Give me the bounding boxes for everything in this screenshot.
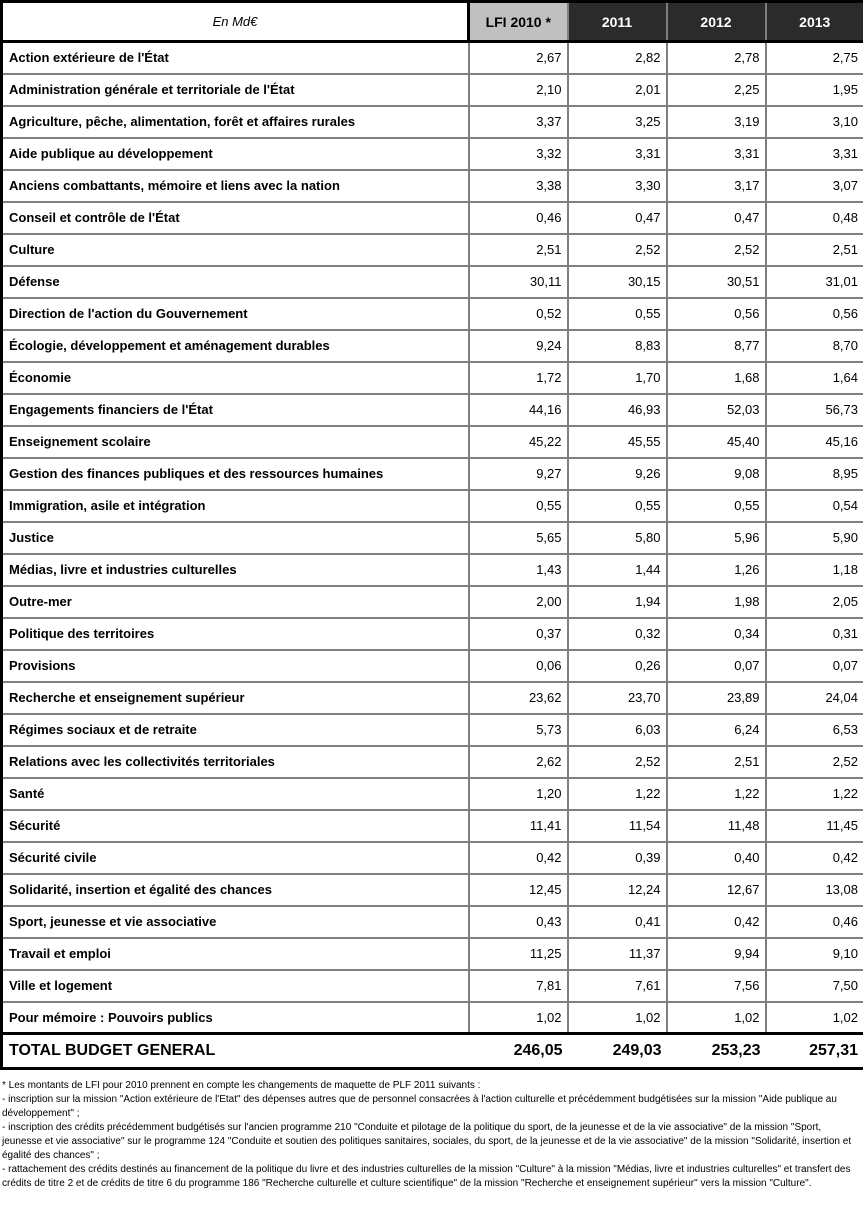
table-row bbox=[2, 970, 863, 1002]
value-cell: 3,31 bbox=[667, 138, 766, 170]
value-cell: 0,55 bbox=[568, 298, 667, 330]
mission-label: Administration générale et territoriale de l'État bbox=[2, 74, 469, 106]
value-cell: 0,46 bbox=[766, 906, 863, 938]
value-cell: 9,08 bbox=[667, 458, 766, 490]
value-cell: 0,32 bbox=[568, 618, 667, 650]
value-cell: 2,82 bbox=[568, 42, 667, 74]
value-cell: 1,43 bbox=[469, 554, 568, 586]
value-cell: 12,67 bbox=[667, 874, 766, 906]
value-cell: 8,70 bbox=[766, 330, 863, 362]
value-cell: 0,55 bbox=[568, 490, 667, 522]
value-cell: 23,70 bbox=[568, 682, 667, 714]
value-cell: 0,47 bbox=[568, 202, 667, 234]
value-cell: 2,05 bbox=[766, 586, 863, 618]
value-cell: 2,00 bbox=[469, 586, 568, 618]
value-cell: 12,24 bbox=[568, 874, 667, 906]
value-cell: 2,52 bbox=[766, 746, 863, 778]
table-row bbox=[2, 330, 863, 362]
value-cell: 7,56 bbox=[667, 970, 766, 1002]
value-cell: 24,04 bbox=[766, 682, 863, 714]
value-cell: 0,34 bbox=[667, 618, 766, 650]
value-cell: 3,10 bbox=[766, 106, 863, 138]
value-cell: 2,10 bbox=[469, 74, 568, 106]
value-cell: 0,48 bbox=[766, 202, 863, 234]
mission-label: Sport, jeunesse et vie associative bbox=[2, 906, 469, 938]
table-row bbox=[2, 618, 863, 650]
table-row bbox=[2, 426, 863, 458]
value-cell: 1,70 bbox=[568, 362, 667, 394]
mission-label: Santé bbox=[2, 778, 469, 810]
mission-label: Conseil et contrôle de l'État bbox=[2, 202, 469, 234]
value-cell: 11,41 bbox=[469, 810, 568, 842]
value-cell: 1,64 bbox=[766, 362, 863, 394]
value-cell: 11,45 bbox=[766, 810, 863, 842]
value-cell: 0,42 bbox=[766, 842, 863, 874]
table-row bbox=[2, 138, 863, 170]
value-cell: 0,46 bbox=[469, 202, 568, 234]
value-cell: 30,15 bbox=[568, 266, 667, 298]
value-cell: 0,40 bbox=[667, 842, 766, 874]
value-cell: 0,31 bbox=[766, 618, 863, 650]
mission-label: Écologie, développement et aménagement durables bbox=[2, 330, 469, 362]
value-cell: 2,51 bbox=[667, 746, 766, 778]
table-body bbox=[2, 42, 863, 1034]
table-row bbox=[2, 554, 863, 586]
value-cell: 1,68 bbox=[667, 362, 766, 394]
value-cell: 5,90 bbox=[766, 522, 863, 554]
value-cell: 0,56 bbox=[667, 298, 766, 330]
footnote-line: - inscription des crédits précédemment budgétisés sur l'ancien programme 210 "Conduite et pilotage de la politique du sport, de la jeunesse et de la vie associative" de la mission "Sport, jeunesse et vie associative" sur le programme 124 "Conduite et soutien des politiques sanitaires, sociales, du sport, de la jeunesse et de la vie associative" de la mission "Solidarité, insertion et égalité des chances" ; bbox=[2, 1122, 852, 1161]
value-cell: 9,24 bbox=[469, 330, 568, 362]
table-row bbox=[2, 458, 863, 490]
value-cell: 23,62 bbox=[469, 682, 568, 714]
value-cell: 11,25 bbox=[469, 938, 568, 970]
value-cell: 1,98 bbox=[667, 586, 766, 618]
table-row bbox=[2, 202, 863, 234]
mission-label: Provisions bbox=[2, 650, 469, 682]
value-cell: 1,20 bbox=[469, 778, 568, 810]
value-cell: 1,44 bbox=[568, 554, 667, 586]
table-header bbox=[2, 2, 863, 42]
value-cell: 2,01 bbox=[568, 74, 667, 106]
value-cell: 8,83 bbox=[568, 330, 667, 362]
value-cell: 1,02 bbox=[766, 1002, 863, 1034]
table-row bbox=[2, 778, 863, 810]
value-cell: 45,22 bbox=[469, 426, 568, 458]
mission-label: Sécurité civile bbox=[2, 842, 469, 874]
total-value-2013: 257,31 bbox=[766, 1034, 863, 1069]
value-cell: 23,89 bbox=[667, 682, 766, 714]
mission-label: Économie bbox=[2, 362, 469, 394]
table-row bbox=[2, 490, 863, 522]
value-cell: 45,55 bbox=[568, 426, 667, 458]
value-cell: 2,52 bbox=[667, 234, 766, 266]
value-cell: 2,62 bbox=[469, 746, 568, 778]
mission-label: Justice bbox=[2, 522, 469, 554]
mission-label: Engagements financiers de l'État bbox=[2, 394, 469, 426]
column-header-2012: 2012 bbox=[667, 2, 766, 42]
total-value-2012: 253,23 bbox=[667, 1034, 766, 1069]
table-row bbox=[2, 394, 863, 426]
value-cell: 12,45 bbox=[469, 874, 568, 906]
value-cell: 3,38 bbox=[469, 170, 568, 202]
value-cell: 45,40 bbox=[667, 426, 766, 458]
value-cell: 3,19 bbox=[667, 106, 766, 138]
footnote-line: - rattachement des crédits destinés au financement de la politique du livre et des industries culturelles de la mission "Culture" à la mission "Médias, livre et industries culturelles" et transfert des crédits de titre 2 et de crédits de titre 6 du programme 186 "Recherche culturelle et culture scientifique" de la mission "Recherche et enseignement supérieur" vers la mission "Culture". bbox=[2, 1164, 851, 1189]
value-cell: 2,75 bbox=[766, 42, 863, 74]
mission-label: Régimes sociaux et de retraite bbox=[2, 714, 469, 746]
footnote-line: * Les montants de LFI pour 2010 prennent en compte les changements de maquette de PLF 2011 suivants : bbox=[2, 1080, 481, 1091]
value-cell: 30,11 bbox=[469, 266, 568, 298]
mission-label: Agriculture, pêche, alimentation, forêt et affaires rurales bbox=[2, 106, 469, 138]
value-cell: 7,81 bbox=[469, 970, 568, 1002]
value-cell: 7,50 bbox=[766, 970, 863, 1002]
mission-label: Politique des territoires bbox=[2, 618, 469, 650]
mission-label: Solidarité, insertion et égalité des chances bbox=[2, 874, 469, 906]
table-row bbox=[2, 650, 863, 682]
mission-label: Relations avec les collectivités territoriales bbox=[2, 746, 469, 778]
value-cell: 2,52 bbox=[568, 234, 667, 266]
value-cell: 2,52 bbox=[568, 746, 667, 778]
value-cell: 56,73 bbox=[766, 394, 863, 426]
value-cell: 5,65 bbox=[469, 522, 568, 554]
mission-label: Recherche et enseignement supérieur bbox=[2, 682, 469, 714]
table-row bbox=[2, 1002, 863, 1034]
value-cell: 2,67 bbox=[469, 42, 568, 74]
mission-label: Défense bbox=[2, 266, 469, 298]
value-cell: 0,47 bbox=[667, 202, 766, 234]
mission-label: Médias, livre et industries culturelles bbox=[2, 554, 469, 586]
value-cell: 9,94 bbox=[667, 938, 766, 970]
value-cell: 8,95 bbox=[766, 458, 863, 490]
mission-label: Enseignement scolaire bbox=[2, 426, 469, 458]
mission-label: Immigration, asile et intégration bbox=[2, 490, 469, 522]
column-header-lfi-2010: LFI 2010 * bbox=[469, 2, 568, 42]
value-cell: 3,32 bbox=[469, 138, 568, 170]
table-row bbox=[2, 42, 863, 74]
value-cell: 1,72 bbox=[469, 362, 568, 394]
table-row bbox=[2, 234, 863, 266]
value-cell: 3,31 bbox=[766, 138, 863, 170]
value-cell: 2,78 bbox=[667, 42, 766, 74]
mission-label: Action extérieure de l'État bbox=[2, 42, 469, 74]
footnote-line: - inscription sur la mission "Action extérieure de l'Etat" des dépenses autres que de personnel consacrées à l'action culturelle et précédemment budgétisées sur la mission "Aide publique au développement" ; bbox=[2, 1094, 837, 1119]
value-cell: 0,43 bbox=[469, 906, 568, 938]
value-cell: 7,61 bbox=[568, 970, 667, 1002]
value-cell: 6,03 bbox=[568, 714, 667, 746]
value-cell: 1,02 bbox=[667, 1002, 766, 1034]
value-cell: 3,25 bbox=[568, 106, 667, 138]
value-cell: 52,03 bbox=[667, 394, 766, 426]
value-cell: 0,06 bbox=[469, 650, 568, 682]
total-value-2011: 249,03 bbox=[568, 1034, 667, 1069]
value-cell: 1,95 bbox=[766, 74, 863, 106]
total-value-lfi-2010: 246,05 bbox=[469, 1034, 568, 1069]
mission-label: Gestion des finances publiques et des ressources humaines bbox=[2, 458, 469, 490]
value-cell: 13,08 bbox=[766, 874, 863, 906]
value-cell: 9,27 bbox=[469, 458, 568, 490]
value-cell: 0,39 bbox=[568, 842, 667, 874]
table-row bbox=[2, 586, 863, 618]
value-cell: 1,26 bbox=[667, 554, 766, 586]
value-cell: 3,30 bbox=[568, 170, 667, 202]
value-cell: 0,55 bbox=[667, 490, 766, 522]
value-cell: 1,02 bbox=[568, 1002, 667, 1034]
header-row bbox=[2, 2, 863, 42]
value-cell: 1,02 bbox=[469, 1002, 568, 1034]
value-cell: 3,07 bbox=[766, 170, 863, 202]
table-row bbox=[2, 746, 863, 778]
table-row bbox=[2, 714, 863, 746]
table-row bbox=[2, 74, 863, 106]
value-cell: 44,16 bbox=[469, 394, 568, 426]
value-cell: 3,17 bbox=[667, 170, 766, 202]
total-label: TOTAL BUDGET GENERAL bbox=[2, 1034, 469, 1069]
value-cell: 0,41 bbox=[568, 906, 667, 938]
mission-label: Sécurité bbox=[2, 810, 469, 842]
value-cell: 1,18 bbox=[766, 554, 863, 586]
value-cell: 1,22 bbox=[568, 778, 667, 810]
table-row bbox=[2, 682, 863, 714]
table-row bbox=[2, 106, 863, 138]
value-cell: 0,56 bbox=[766, 298, 863, 330]
value-cell: 46,93 bbox=[568, 394, 667, 426]
value-cell: 0,37 bbox=[469, 618, 568, 650]
value-cell: 2,25 bbox=[667, 74, 766, 106]
value-cell: 6,24 bbox=[667, 714, 766, 746]
footnotes bbox=[0, 1079, 863, 1191]
table-row bbox=[2, 266, 863, 298]
value-cell: 1,22 bbox=[667, 778, 766, 810]
mission-label: Outre-mer bbox=[2, 586, 469, 618]
table-row bbox=[2, 522, 863, 554]
mission-label: Anciens combattants, mémoire et liens avec la nation bbox=[2, 170, 469, 202]
table-row bbox=[2, 938, 863, 970]
value-cell: 30,51 bbox=[667, 266, 766, 298]
value-cell: 11,48 bbox=[667, 810, 766, 842]
value-cell: 0,42 bbox=[667, 906, 766, 938]
value-cell: 1,94 bbox=[568, 586, 667, 618]
value-cell: 5,80 bbox=[568, 522, 667, 554]
table-footer bbox=[2, 1034, 863, 1069]
table-row bbox=[2, 906, 863, 938]
mission-label: Culture bbox=[2, 234, 469, 266]
column-header-2011: 2011 bbox=[568, 2, 667, 42]
value-cell: 3,31 bbox=[568, 138, 667, 170]
mission-label: Ville et logement bbox=[2, 970, 469, 1002]
value-cell: 5,96 bbox=[667, 522, 766, 554]
value-cell: 0,52 bbox=[469, 298, 568, 330]
value-cell: 45,16 bbox=[766, 426, 863, 458]
value-cell: 0,26 bbox=[568, 650, 667, 682]
value-cell: 3,37 bbox=[469, 106, 568, 138]
mission-label: Travail et emploi bbox=[2, 938, 469, 970]
value-cell: 2,51 bbox=[766, 234, 863, 266]
mission-label: Pour mémoire : Pouvoirs publics bbox=[2, 1002, 469, 1034]
value-cell: 8,77 bbox=[667, 330, 766, 362]
value-cell: 6,53 bbox=[766, 714, 863, 746]
value-cell: 31,01 bbox=[766, 266, 863, 298]
table-row bbox=[2, 874, 863, 906]
value-cell: 5,73 bbox=[469, 714, 568, 746]
table-row bbox=[2, 170, 863, 202]
value-cell: 11,54 bbox=[568, 810, 667, 842]
value-cell: 11,37 bbox=[568, 938, 667, 970]
value-cell: 0,55 bbox=[469, 490, 568, 522]
table-row bbox=[2, 362, 863, 394]
column-header-2013: 2013 bbox=[766, 2, 863, 42]
mission-label: Direction de l'action du Gouvernement bbox=[2, 298, 469, 330]
value-cell: 9,10 bbox=[766, 938, 863, 970]
table-row bbox=[2, 298, 863, 330]
value-cell: 0,07 bbox=[766, 650, 863, 682]
value-cell: 9,26 bbox=[568, 458, 667, 490]
mission-label: Aide publique au développement bbox=[2, 138, 469, 170]
table-row bbox=[2, 810, 863, 842]
total-row bbox=[2, 1034, 863, 1069]
value-cell: 1,22 bbox=[766, 778, 863, 810]
table-row bbox=[2, 842, 863, 874]
value-cell: 0,54 bbox=[766, 490, 863, 522]
value-cell: 2,51 bbox=[469, 234, 568, 266]
value-cell: 0,42 bbox=[469, 842, 568, 874]
value-cell: 0,07 bbox=[667, 650, 766, 682]
unit-label: En Md€ bbox=[2, 2, 469, 42]
